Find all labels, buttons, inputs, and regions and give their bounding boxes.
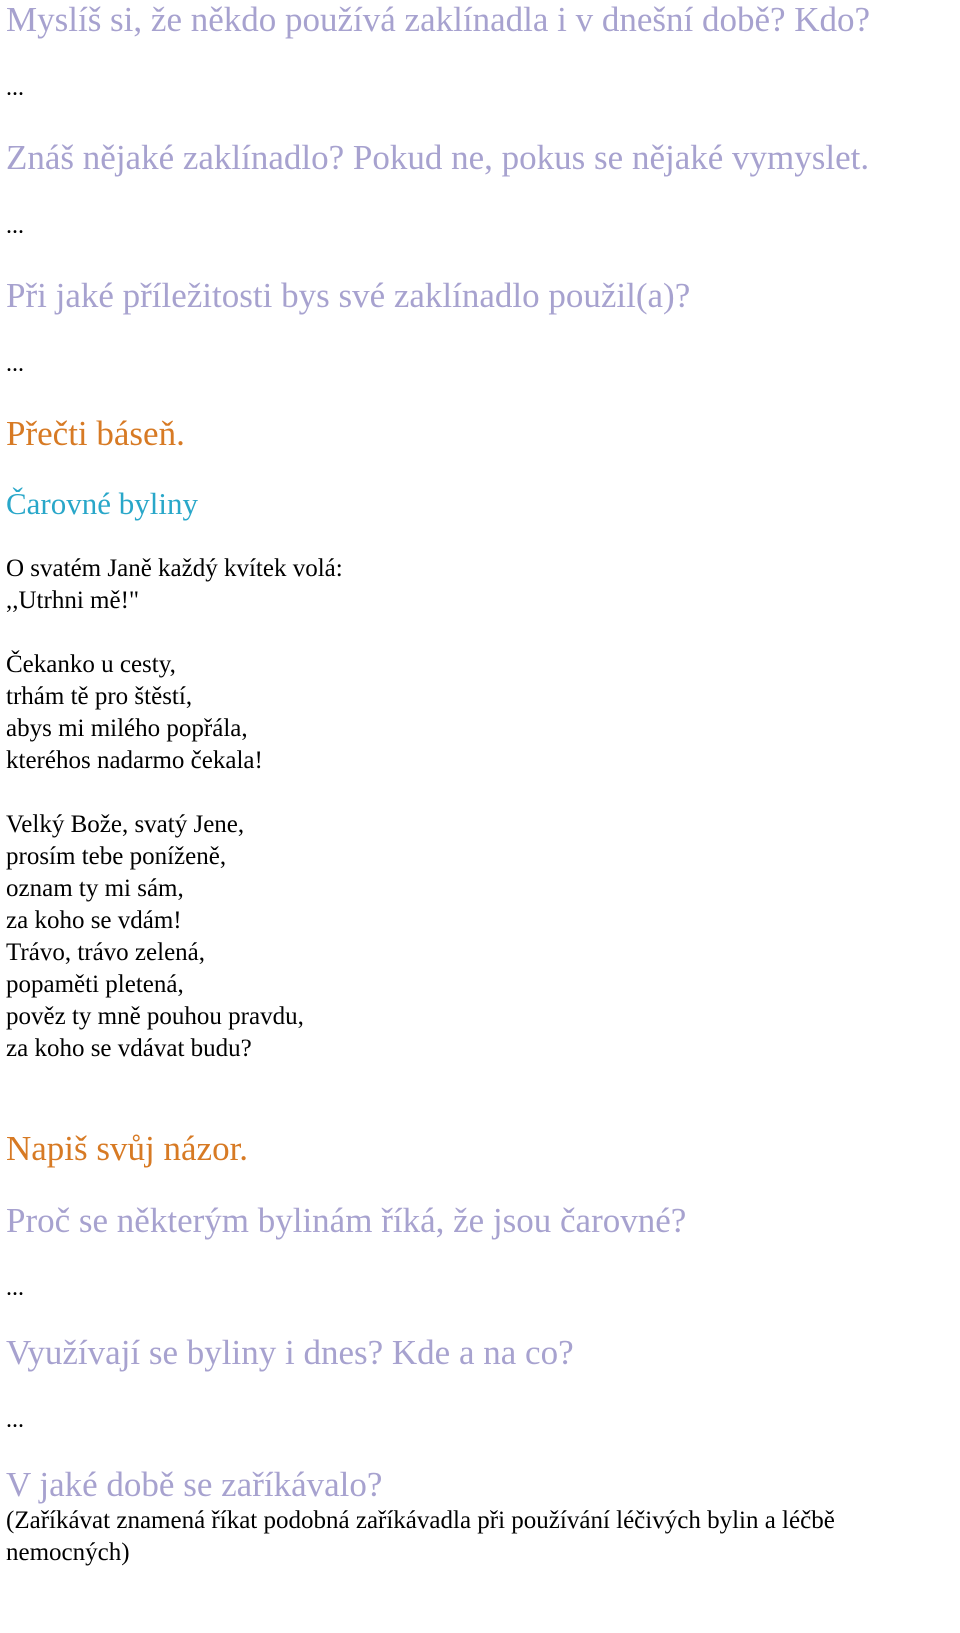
opinion-question-2: Využívají se byliny i dnes? Kde a na co? — [6, 1333, 574, 1372]
answer-placeholder-3: ... — [6, 351, 24, 377]
opinion-question-1: Proč se některým bylinám říká, že jsou čarovné? — [6, 1201, 687, 1240]
question-2: Znáš nějaké zaklínadlo? Pokud ne, pokus se nějaké vymyslet. — [6, 138, 870, 177]
answer-placeholder-2: ... — [6, 213, 24, 239]
poem-title: Čarovné byliny — [6, 486, 198, 521]
poem-line: popaměti pletená, — [6, 971, 184, 998]
poem-line: kteréhos nadarmo čekala! — [6, 747, 263, 774]
poem-line: Trávo, trávo zelená, — [6, 939, 206, 966]
read-poem-heading: Přečti báseň. — [6, 414, 185, 453]
poem-line: za koho se vdávat budu? — [6, 1035, 252, 1062]
poem-line: pověz ty mně pouhou pravdu, — [6, 1003, 304, 1030]
poem-line: O svatém Janě každý kvítek volá: — [6, 555, 343, 582]
poem-line: abys mi milého popřála, — [6, 715, 248, 742]
poem-line: trhám tě pro štěstí, — [6, 683, 193, 710]
opinion-heading: Napiš svůj názor. — [6, 1129, 249, 1168]
poem-line: za koho se vdám! — [6, 907, 182, 934]
poem-line: ,,Utrhni mě!" — [6, 587, 140, 614]
poem-line: prosím tebe poníženě, — [6, 843, 227, 870]
explanation-note-line-1: (Zaříkávat znamená říkat podobná zaříkávadla při používání léčivých bylin a léčbě — [6, 1507, 835, 1534]
poem-line: Velký Bože, svatý Jene, — [6, 811, 245, 838]
answer-placeholder-1: ... — [6, 75, 24, 101]
explanation-note-line-2: nemocných) — [6, 1539, 130, 1566]
opinion-answer-placeholder-2: ... — [6, 1407, 24, 1433]
poem-line: Čekanko u cesty, — [6, 651, 176, 678]
question-1: Myslíš si, že někdo používá zaklínadla i v dnešní době? Kdo? — [6, 0, 871, 39]
poem-line: oznam ty mi sám, — [6, 875, 184, 902]
opinion-answer-placeholder-1: ... — [6, 1275, 24, 1301]
opinion-question-3: V jaké době se zaříkávalo? — [6, 1465, 383, 1504]
question-3: Při jaké příležitosti bys své zaklínadlo použil(a)? — [6, 276, 691, 315]
